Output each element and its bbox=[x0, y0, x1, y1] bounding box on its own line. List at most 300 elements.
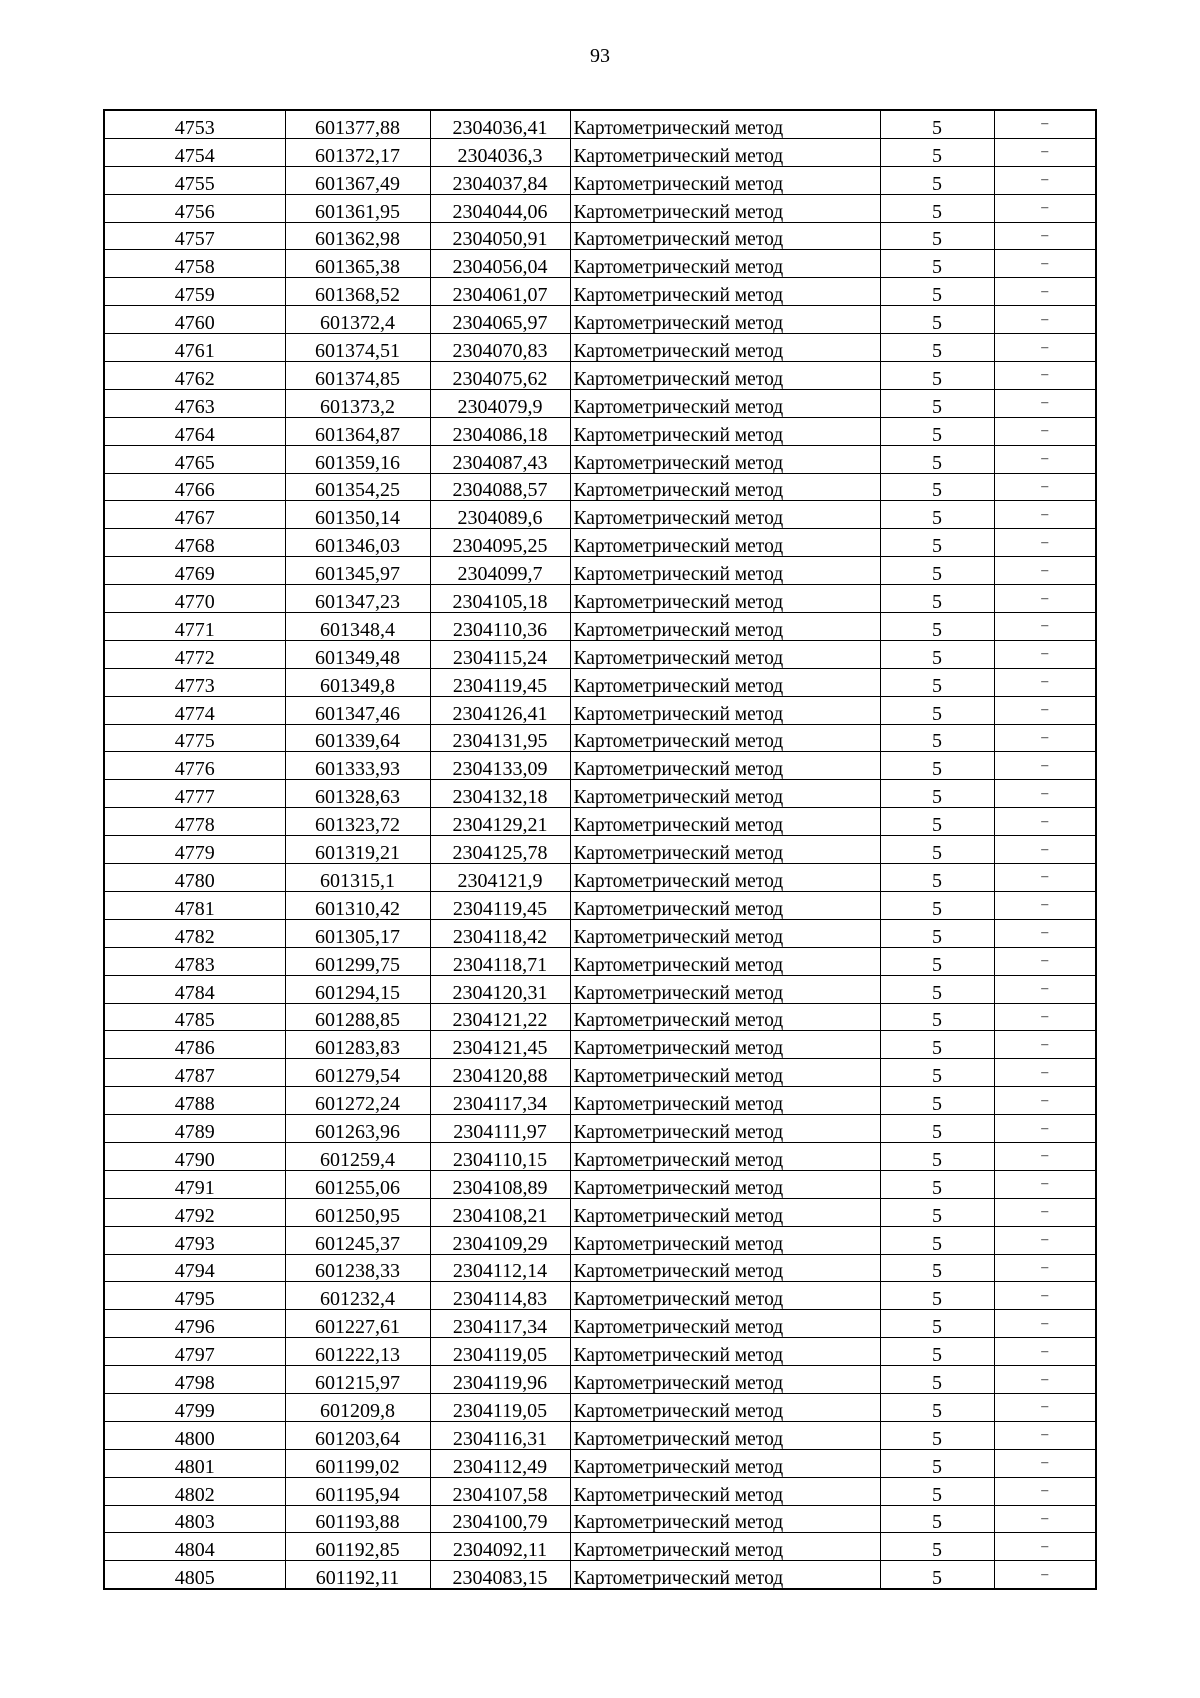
x-coordinate-cell: 601359,16 bbox=[285, 445, 430, 473]
description-cell: – bbox=[994, 1031, 1096, 1059]
description-cell: – bbox=[994, 166, 1096, 194]
table-row bbox=[104, 891, 1096, 919]
description-cell: – bbox=[994, 1533, 1096, 1561]
y-coordinate-cell: 2304105,18 bbox=[430, 585, 570, 613]
point-number-cell: 4755 bbox=[104, 166, 285, 194]
accuracy-cell: 5 bbox=[880, 836, 994, 864]
table-row bbox=[104, 1198, 1096, 1226]
point-number-cell: 4794 bbox=[104, 1254, 285, 1282]
y-coordinate-cell: 2304131,95 bbox=[430, 724, 570, 752]
x-coordinate-cell: 601199,02 bbox=[285, 1449, 430, 1477]
point-number-cell: 4776 bbox=[104, 752, 285, 780]
table-row bbox=[104, 1449, 1096, 1477]
point-number-cell: 4777 bbox=[104, 780, 285, 808]
x-coordinate-cell: 601333,93 bbox=[285, 752, 430, 780]
point-number-cell: 4796 bbox=[104, 1310, 285, 1338]
accuracy-cell: 5 bbox=[880, 166, 994, 194]
x-coordinate-cell: 601193,88 bbox=[285, 1505, 430, 1533]
description-cell: – bbox=[994, 891, 1096, 919]
table-row bbox=[104, 445, 1096, 473]
x-coordinate-cell: 601323,72 bbox=[285, 808, 430, 836]
x-coordinate-cell: 601365,38 bbox=[285, 250, 430, 278]
accuracy-cell: 5 bbox=[880, 1003, 994, 1031]
description-cell: – bbox=[994, 1282, 1096, 1310]
y-coordinate-cell: 2304109,29 bbox=[430, 1226, 570, 1254]
x-coordinate-cell: 601347,46 bbox=[285, 696, 430, 724]
method-cell: Картометрический метод bbox=[570, 1142, 880, 1170]
accuracy-cell: 5 bbox=[880, 473, 994, 501]
point-number-cell: 4793 bbox=[104, 1226, 285, 1254]
method-cell: Картометрический метод bbox=[570, 891, 880, 919]
table-row bbox=[104, 752, 1096, 780]
x-coordinate-cell: 601288,85 bbox=[285, 1003, 430, 1031]
y-coordinate-cell: 2304056,04 bbox=[430, 250, 570, 278]
method-cell: Картометрический метод bbox=[570, 919, 880, 947]
x-coordinate-cell: 601195,94 bbox=[285, 1477, 430, 1505]
table-row bbox=[104, 1282, 1096, 1310]
y-coordinate-cell: 2304095,25 bbox=[430, 529, 570, 557]
method-cell: Картометрический метод bbox=[570, 668, 880, 696]
description-cell: – bbox=[994, 668, 1096, 696]
point-number-cell: 4772 bbox=[104, 640, 285, 668]
method-cell: Картометрический метод bbox=[570, 222, 880, 250]
x-coordinate-cell: 601361,95 bbox=[285, 194, 430, 222]
method-cell: Картометрический метод bbox=[570, 1421, 880, 1449]
method-cell: Картометрический метод bbox=[570, 1477, 880, 1505]
y-coordinate-cell: 2304036,3 bbox=[430, 138, 570, 166]
table-row bbox=[104, 1477, 1096, 1505]
accuracy-cell: 5 bbox=[880, 389, 994, 417]
table-row bbox=[104, 668, 1096, 696]
table-row bbox=[104, 947, 1096, 975]
point-number-cell: 4781 bbox=[104, 891, 285, 919]
description-cell: – bbox=[994, 1198, 1096, 1226]
y-coordinate-cell: 2304079,9 bbox=[430, 389, 570, 417]
description-cell: – bbox=[994, 1421, 1096, 1449]
method-cell: Картометрический метод bbox=[570, 752, 880, 780]
method-cell: Картометрический метод bbox=[570, 194, 880, 222]
y-coordinate-cell: 2304132,18 bbox=[430, 780, 570, 808]
table-row bbox=[104, 473, 1096, 501]
method-cell: Картометрический метод bbox=[570, 110, 880, 138]
table-row bbox=[104, 1338, 1096, 1366]
table-row bbox=[104, 1561, 1096, 1589]
method-cell: Картометрический метод bbox=[570, 557, 880, 585]
point-number-cell: 4766 bbox=[104, 473, 285, 501]
description-cell: – bbox=[994, 1505, 1096, 1533]
accuracy-cell: 5 bbox=[880, 110, 994, 138]
accuracy-cell: 5 bbox=[880, 1254, 994, 1282]
accuracy-cell: 5 bbox=[880, 1170, 994, 1198]
x-coordinate-cell: 601215,97 bbox=[285, 1366, 430, 1394]
point-number-cell: 4762 bbox=[104, 362, 285, 390]
point-number-cell: 4774 bbox=[104, 696, 285, 724]
method-cell: Картометрический метод bbox=[570, 1310, 880, 1338]
y-coordinate-cell: 2304112,14 bbox=[430, 1254, 570, 1282]
method-cell: Картометрический метод bbox=[570, 529, 880, 557]
table-row bbox=[104, 417, 1096, 445]
accuracy-cell: 5 bbox=[880, 1366, 994, 1394]
x-coordinate-cell: 601232,4 bbox=[285, 1282, 430, 1310]
table-row bbox=[104, 1059, 1096, 1087]
method-cell: Картометрический метод bbox=[570, 1393, 880, 1421]
description-cell: – bbox=[994, 138, 1096, 166]
table-row bbox=[104, 1254, 1096, 1282]
y-coordinate-cell: 2304070,83 bbox=[430, 334, 570, 362]
accuracy-cell: 5 bbox=[880, 278, 994, 306]
description-cell: – bbox=[994, 557, 1096, 585]
description-cell: – bbox=[994, 1059, 1096, 1087]
y-coordinate-cell: 2304065,97 bbox=[430, 306, 570, 334]
coordinates-table bbox=[103, 109, 1097, 1590]
method-cell: Картометрический метод bbox=[570, 1170, 880, 1198]
accuracy-cell: 5 bbox=[880, 1310, 994, 1338]
accuracy-cell: 5 bbox=[880, 1477, 994, 1505]
description-cell: – bbox=[994, 1310, 1096, 1338]
y-coordinate-cell: 2304121,22 bbox=[430, 1003, 570, 1031]
method-cell: Картометрический метод bbox=[570, 1115, 880, 1143]
y-coordinate-cell: 2304089,6 bbox=[430, 501, 570, 529]
description-cell: – bbox=[994, 1003, 1096, 1031]
x-coordinate-cell: 601203,64 bbox=[285, 1421, 430, 1449]
table-row bbox=[104, 1505, 1096, 1533]
point-number-cell: 4771 bbox=[104, 613, 285, 641]
y-coordinate-cell: 2304092,11 bbox=[430, 1533, 570, 1561]
method-cell: Картометрический метод bbox=[570, 1003, 880, 1031]
table-row bbox=[104, 501, 1096, 529]
x-coordinate-cell: 601319,21 bbox=[285, 836, 430, 864]
method-cell: Картометрический метод bbox=[570, 1254, 880, 1282]
method-cell: Картометрический метод bbox=[570, 947, 880, 975]
description-cell: – bbox=[994, 1477, 1096, 1505]
description-cell: – bbox=[994, 640, 1096, 668]
table-row bbox=[104, 194, 1096, 222]
x-coordinate-cell: 601349,48 bbox=[285, 640, 430, 668]
method-cell: Картометрический метод bbox=[570, 1533, 880, 1561]
accuracy-cell: 5 bbox=[880, 808, 994, 836]
y-coordinate-cell: 2304110,15 bbox=[430, 1142, 570, 1170]
y-coordinate-cell: 2304119,05 bbox=[430, 1393, 570, 1421]
y-coordinate-cell: 2304099,7 bbox=[430, 557, 570, 585]
accuracy-cell: 5 bbox=[880, 1533, 994, 1561]
accuracy-cell: 5 bbox=[880, 138, 994, 166]
description-cell: – bbox=[994, 1087, 1096, 1115]
x-coordinate-cell: 601209,8 bbox=[285, 1393, 430, 1421]
y-coordinate-cell: 2304107,58 bbox=[430, 1477, 570, 1505]
description-cell: – bbox=[994, 947, 1096, 975]
x-coordinate-cell: 601368,52 bbox=[285, 278, 430, 306]
description-cell: – bbox=[994, 445, 1096, 473]
description-cell: – bbox=[994, 306, 1096, 334]
description-cell: – bbox=[994, 473, 1096, 501]
y-coordinate-cell: 2304119,45 bbox=[430, 668, 570, 696]
x-coordinate-cell: 601279,54 bbox=[285, 1059, 430, 1087]
y-coordinate-cell: 2304116,31 bbox=[430, 1421, 570, 1449]
point-number-cell: 4780 bbox=[104, 864, 285, 892]
point-number-cell: 4805 bbox=[104, 1561, 285, 1589]
table-row bbox=[104, 1533, 1096, 1561]
x-coordinate-cell: 601299,75 bbox=[285, 947, 430, 975]
table-row bbox=[104, 1226, 1096, 1254]
y-coordinate-cell: 2304087,43 bbox=[430, 445, 570, 473]
y-coordinate-cell: 2304110,36 bbox=[430, 613, 570, 641]
accuracy-cell: 5 bbox=[880, 1142, 994, 1170]
point-number-cell: 4790 bbox=[104, 1142, 285, 1170]
y-coordinate-cell: 2304129,21 bbox=[430, 808, 570, 836]
description-cell: – bbox=[994, 1254, 1096, 1282]
table-row bbox=[104, 975, 1096, 1003]
accuracy-cell: 5 bbox=[880, 306, 994, 334]
table-row bbox=[104, 1003, 1096, 1031]
accuracy-cell: 5 bbox=[880, 1059, 994, 1087]
point-number-cell: 4767 bbox=[104, 501, 285, 529]
description-cell: – bbox=[994, 250, 1096, 278]
table-row bbox=[104, 529, 1096, 557]
method-cell: Картометрический метод bbox=[570, 138, 880, 166]
point-number-cell: 4779 bbox=[104, 836, 285, 864]
table-row bbox=[104, 864, 1096, 892]
method-cell: Картометрический метод bbox=[570, 640, 880, 668]
y-coordinate-cell: 2304061,07 bbox=[430, 278, 570, 306]
point-number-cell: 4775 bbox=[104, 724, 285, 752]
accuracy-cell: 5 bbox=[880, 613, 994, 641]
table-row bbox=[104, 1142, 1096, 1170]
point-number-cell: 4757 bbox=[104, 222, 285, 250]
description-cell: – bbox=[994, 864, 1096, 892]
method-cell: Картометрический метод bbox=[570, 696, 880, 724]
description-cell: – bbox=[994, 724, 1096, 752]
description-cell: – bbox=[994, 334, 1096, 362]
point-number-cell: 4754 bbox=[104, 138, 285, 166]
point-number-cell: 4760 bbox=[104, 306, 285, 334]
accuracy-cell: 5 bbox=[880, 724, 994, 752]
description-cell: – bbox=[994, 1115, 1096, 1143]
point-number-cell: 4765 bbox=[104, 445, 285, 473]
method-cell: Картометрический метод bbox=[570, 306, 880, 334]
point-number-cell: 4784 bbox=[104, 975, 285, 1003]
y-coordinate-cell: 2304111,97 bbox=[430, 1115, 570, 1143]
y-coordinate-cell: 2304119,96 bbox=[430, 1366, 570, 1394]
y-coordinate-cell: 2304088,57 bbox=[430, 473, 570, 501]
method-cell: Картометрический метод bbox=[570, 1561, 880, 1589]
method-cell: Картометрический метод bbox=[570, 1031, 880, 1059]
method-cell: Картометрический метод bbox=[570, 1087, 880, 1115]
description-cell: – bbox=[994, 278, 1096, 306]
description-cell: – bbox=[994, 194, 1096, 222]
accuracy-cell: 5 bbox=[880, 864, 994, 892]
description-cell: – bbox=[994, 752, 1096, 780]
description-cell: – bbox=[994, 1170, 1096, 1198]
accuracy-cell: 5 bbox=[880, 640, 994, 668]
y-coordinate-cell: 2304119,05 bbox=[430, 1338, 570, 1366]
accuracy-cell: 5 bbox=[880, 1505, 994, 1533]
x-coordinate-cell: 601374,85 bbox=[285, 362, 430, 390]
point-number-cell: 4769 bbox=[104, 557, 285, 585]
x-coordinate-cell: 601283,83 bbox=[285, 1031, 430, 1059]
coordinates-table-body bbox=[104, 110, 1096, 1589]
table-row bbox=[104, 222, 1096, 250]
description-cell: – bbox=[994, 1449, 1096, 1477]
point-number-cell: 4770 bbox=[104, 585, 285, 613]
method-cell: Картометрический метод bbox=[570, 836, 880, 864]
y-coordinate-cell: 2304112,49 bbox=[430, 1449, 570, 1477]
method-cell: Картометрический метод bbox=[570, 808, 880, 836]
point-number-cell: 4799 bbox=[104, 1393, 285, 1421]
point-number-cell: 4804 bbox=[104, 1533, 285, 1561]
description-cell: – bbox=[994, 1366, 1096, 1394]
point-number-cell: 4803 bbox=[104, 1505, 285, 1533]
method-cell: Картометрический метод bbox=[570, 1226, 880, 1254]
table-row bbox=[104, 1115, 1096, 1143]
x-coordinate-cell: 601347,23 bbox=[285, 585, 430, 613]
x-coordinate-cell: 601245,37 bbox=[285, 1226, 430, 1254]
x-coordinate-cell: 601367,49 bbox=[285, 166, 430, 194]
y-coordinate-cell: 2304075,62 bbox=[430, 362, 570, 390]
x-coordinate-cell: 601222,13 bbox=[285, 1338, 430, 1366]
description-cell: – bbox=[994, 836, 1096, 864]
x-coordinate-cell: 601362,98 bbox=[285, 222, 430, 250]
description-cell: – bbox=[994, 780, 1096, 808]
accuracy-cell: 5 bbox=[880, 1115, 994, 1143]
table-row bbox=[104, 250, 1096, 278]
accuracy-cell: 5 bbox=[880, 696, 994, 724]
x-coordinate-cell: 601263,96 bbox=[285, 1115, 430, 1143]
x-coordinate-cell: 601372,4 bbox=[285, 306, 430, 334]
table-row bbox=[104, 696, 1096, 724]
y-coordinate-cell: 2304036,41 bbox=[430, 110, 570, 138]
method-cell: Картометрический метод bbox=[570, 250, 880, 278]
accuracy-cell: 5 bbox=[880, 1449, 994, 1477]
description-cell: – bbox=[994, 501, 1096, 529]
point-number-cell: 4763 bbox=[104, 389, 285, 417]
point-number-cell: 4756 bbox=[104, 194, 285, 222]
accuracy-cell: 5 bbox=[880, 891, 994, 919]
y-coordinate-cell: 2304133,09 bbox=[430, 752, 570, 780]
page-number: 93 bbox=[590, 45, 610, 67]
description-cell: – bbox=[994, 696, 1096, 724]
point-number-cell: 4787 bbox=[104, 1059, 285, 1087]
table-row bbox=[104, 808, 1096, 836]
table-row bbox=[104, 1393, 1096, 1421]
table-row bbox=[104, 780, 1096, 808]
method-cell: Картометрический метод bbox=[570, 585, 880, 613]
method-cell: Картометрический метод bbox=[570, 864, 880, 892]
y-coordinate-cell: 2304086,18 bbox=[430, 417, 570, 445]
y-coordinate-cell: 2304117,34 bbox=[430, 1087, 570, 1115]
method-cell: Картометрический метод bbox=[570, 724, 880, 752]
x-coordinate-cell: 601373,2 bbox=[285, 389, 430, 417]
table-row bbox=[104, 1421, 1096, 1449]
point-number-cell: 4783 bbox=[104, 947, 285, 975]
x-coordinate-cell: 601192,11 bbox=[285, 1561, 430, 1589]
x-coordinate-cell: 601310,42 bbox=[285, 891, 430, 919]
method-cell: Картометрический метод bbox=[570, 613, 880, 641]
description-cell: – bbox=[994, 1393, 1096, 1421]
table-row bbox=[104, 110, 1096, 138]
point-number-cell: 4789 bbox=[104, 1115, 285, 1143]
point-number-cell: 4764 bbox=[104, 417, 285, 445]
method-cell: Картометрический метод bbox=[570, 1505, 880, 1533]
table-row bbox=[104, 1366, 1096, 1394]
x-coordinate-cell: 601328,63 bbox=[285, 780, 430, 808]
point-number-cell: 4773 bbox=[104, 668, 285, 696]
table-row bbox=[104, 306, 1096, 334]
y-coordinate-cell: 2304037,84 bbox=[430, 166, 570, 194]
x-coordinate-cell: 601377,88 bbox=[285, 110, 430, 138]
y-coordinate-cell: 2304121,9 bbox=[430, 864, 570, 892]
accuracy-cell: 5 bbox=[880, 947, 994, 975]
point-number-cell: 4753 bbox=[104, 110, 285, 138]
accuracy-cell: 5 bbox=[880, 1087, 994, 1115]
description-cell: – bbox=[994, 362, 1096, 390]
x-coordinate-cell: 601372,17 bbox=[285, 138, 430, 166]
method-cell: Картометрический метод bbox=[570, 445, 880, 473]
method-cell: Картометрический метод bbox=[570, 1059, 880, 1087]
point-number-cell: 4788 bbox=[104, 1087, 285, 1115]
accuracy-cell: 5 bbox=[880, 222, 994, 250]
description-cell: – bbox=[994, 389, 1096, 417]
x-coordinate-cell: 601346,03 bbox=[285, 529, 430, 557]
description-cell: – bbox=[994, 222, 1096, 250]
method-cell: Картометрический метод bbox=[570, 334, 880, 362]
y-coordinate-cell: 2304120,31 bbox=[430, 975, 570, 1003]
accuracy-cell: 5 bbox=[880, 1282, 994, 1310]
accuracy-cell: 5 bbox=[880, 529, 994, 557]
method-cell: Картометрический метод bbox=[570, 975, 880, 1003]
table-row bbox=[104, 585, 1096, 613]
table-row bbox=[104, 362, 1096, 390]
description-cell: – bbox=[994, 1226, 1096, 1254]
table-row bbox=[104, 1310, 1096, 1338]
point-number-cell: 4801 bbox=[104, 1449, 285, 1477]
y-coordinate-cell: 2304114,83 bbox=[430, 1282, 570, 1310]
accuracy-cell: 5 bbox=[880, 975, 994, 1003]
accuracy-cell: 5 bbox=[880, 250, 994, 278]
description-cell: – bbox=[994, 1338, 1096, 1366]
table-row bbox=[104, 1170, 1096, 1198]
point-number-cell: 4797 bbox=[104, 1338, 285, 1366]
table-row bbox=[104, 557, 1096, 585]
table-row bbox=[104, 919, 1096, 947]
x-coordinate-cell: 601259,4 bbox=[285, 1142, 430, 1170]
y-coordinate-cell: 2304125,78 bbox=[430, 836, 570, 864]
accuracy-cell: 5 bbox=[880, 194, 994, 222]
accuracy-cell: 5 bbox=[880, 1338, 994, 1366]
point-number-cell: 4778 bbox=[104, 808, 285, 836]
y-coordinate-cell: 2304115,24 bbox=[430, 640, 570, 668]
description-cell: – bbox=[994, 585, 1096, 613]
description-cell: – bbox=[994, 1142, 1096, 1170]
accuracy-cell: 5 bbox=[880, 501, 994, 529]
y-coordinate-cell: 2304108,89 bbox=[430, 1170, 570, 1198]
x-coordinate-cell: 601349,8 bbox=[285, 668, 430, 696]
table-row bbox=[104, 1087, 1096, 1115]
x-coordinate-cell: 601354,25 bbox=[285, 473, 430, 501]
y-coordinate-cell: 2304050,91 bbox=[430, 222, 570, 250]
method-cell: Картометрический метод bbox=[570, 1366, 880, 1394]
x-coordinate-cell: 601192,85 bbox=[285, 1533, 430, 1561]
description-cell: – bbox=[994, 975, 1096, 1003]
accuracy-cell: 5 bbox=[880, 752, 994, 780]
accuracy-cell: 5 bbox=[880, 1421, 994, 1449]
table-row bbox=[104, 613, 1096, 641]
table-row bbox=[104, 724, 1096, 752]
accuracy-cell: 5 bbox=[880, 1393, 994, 1421]
accuracy-cell: 5 bbox=[880, 362, 994, 390]
accuracy-cell: 5 bbox=[880, 780, 994, 808]
x-coordinate-cell: 601227,61 bbox=[285, 1310, 430, 1338]
table-row bbox=[104, 389, 1096, 417]
